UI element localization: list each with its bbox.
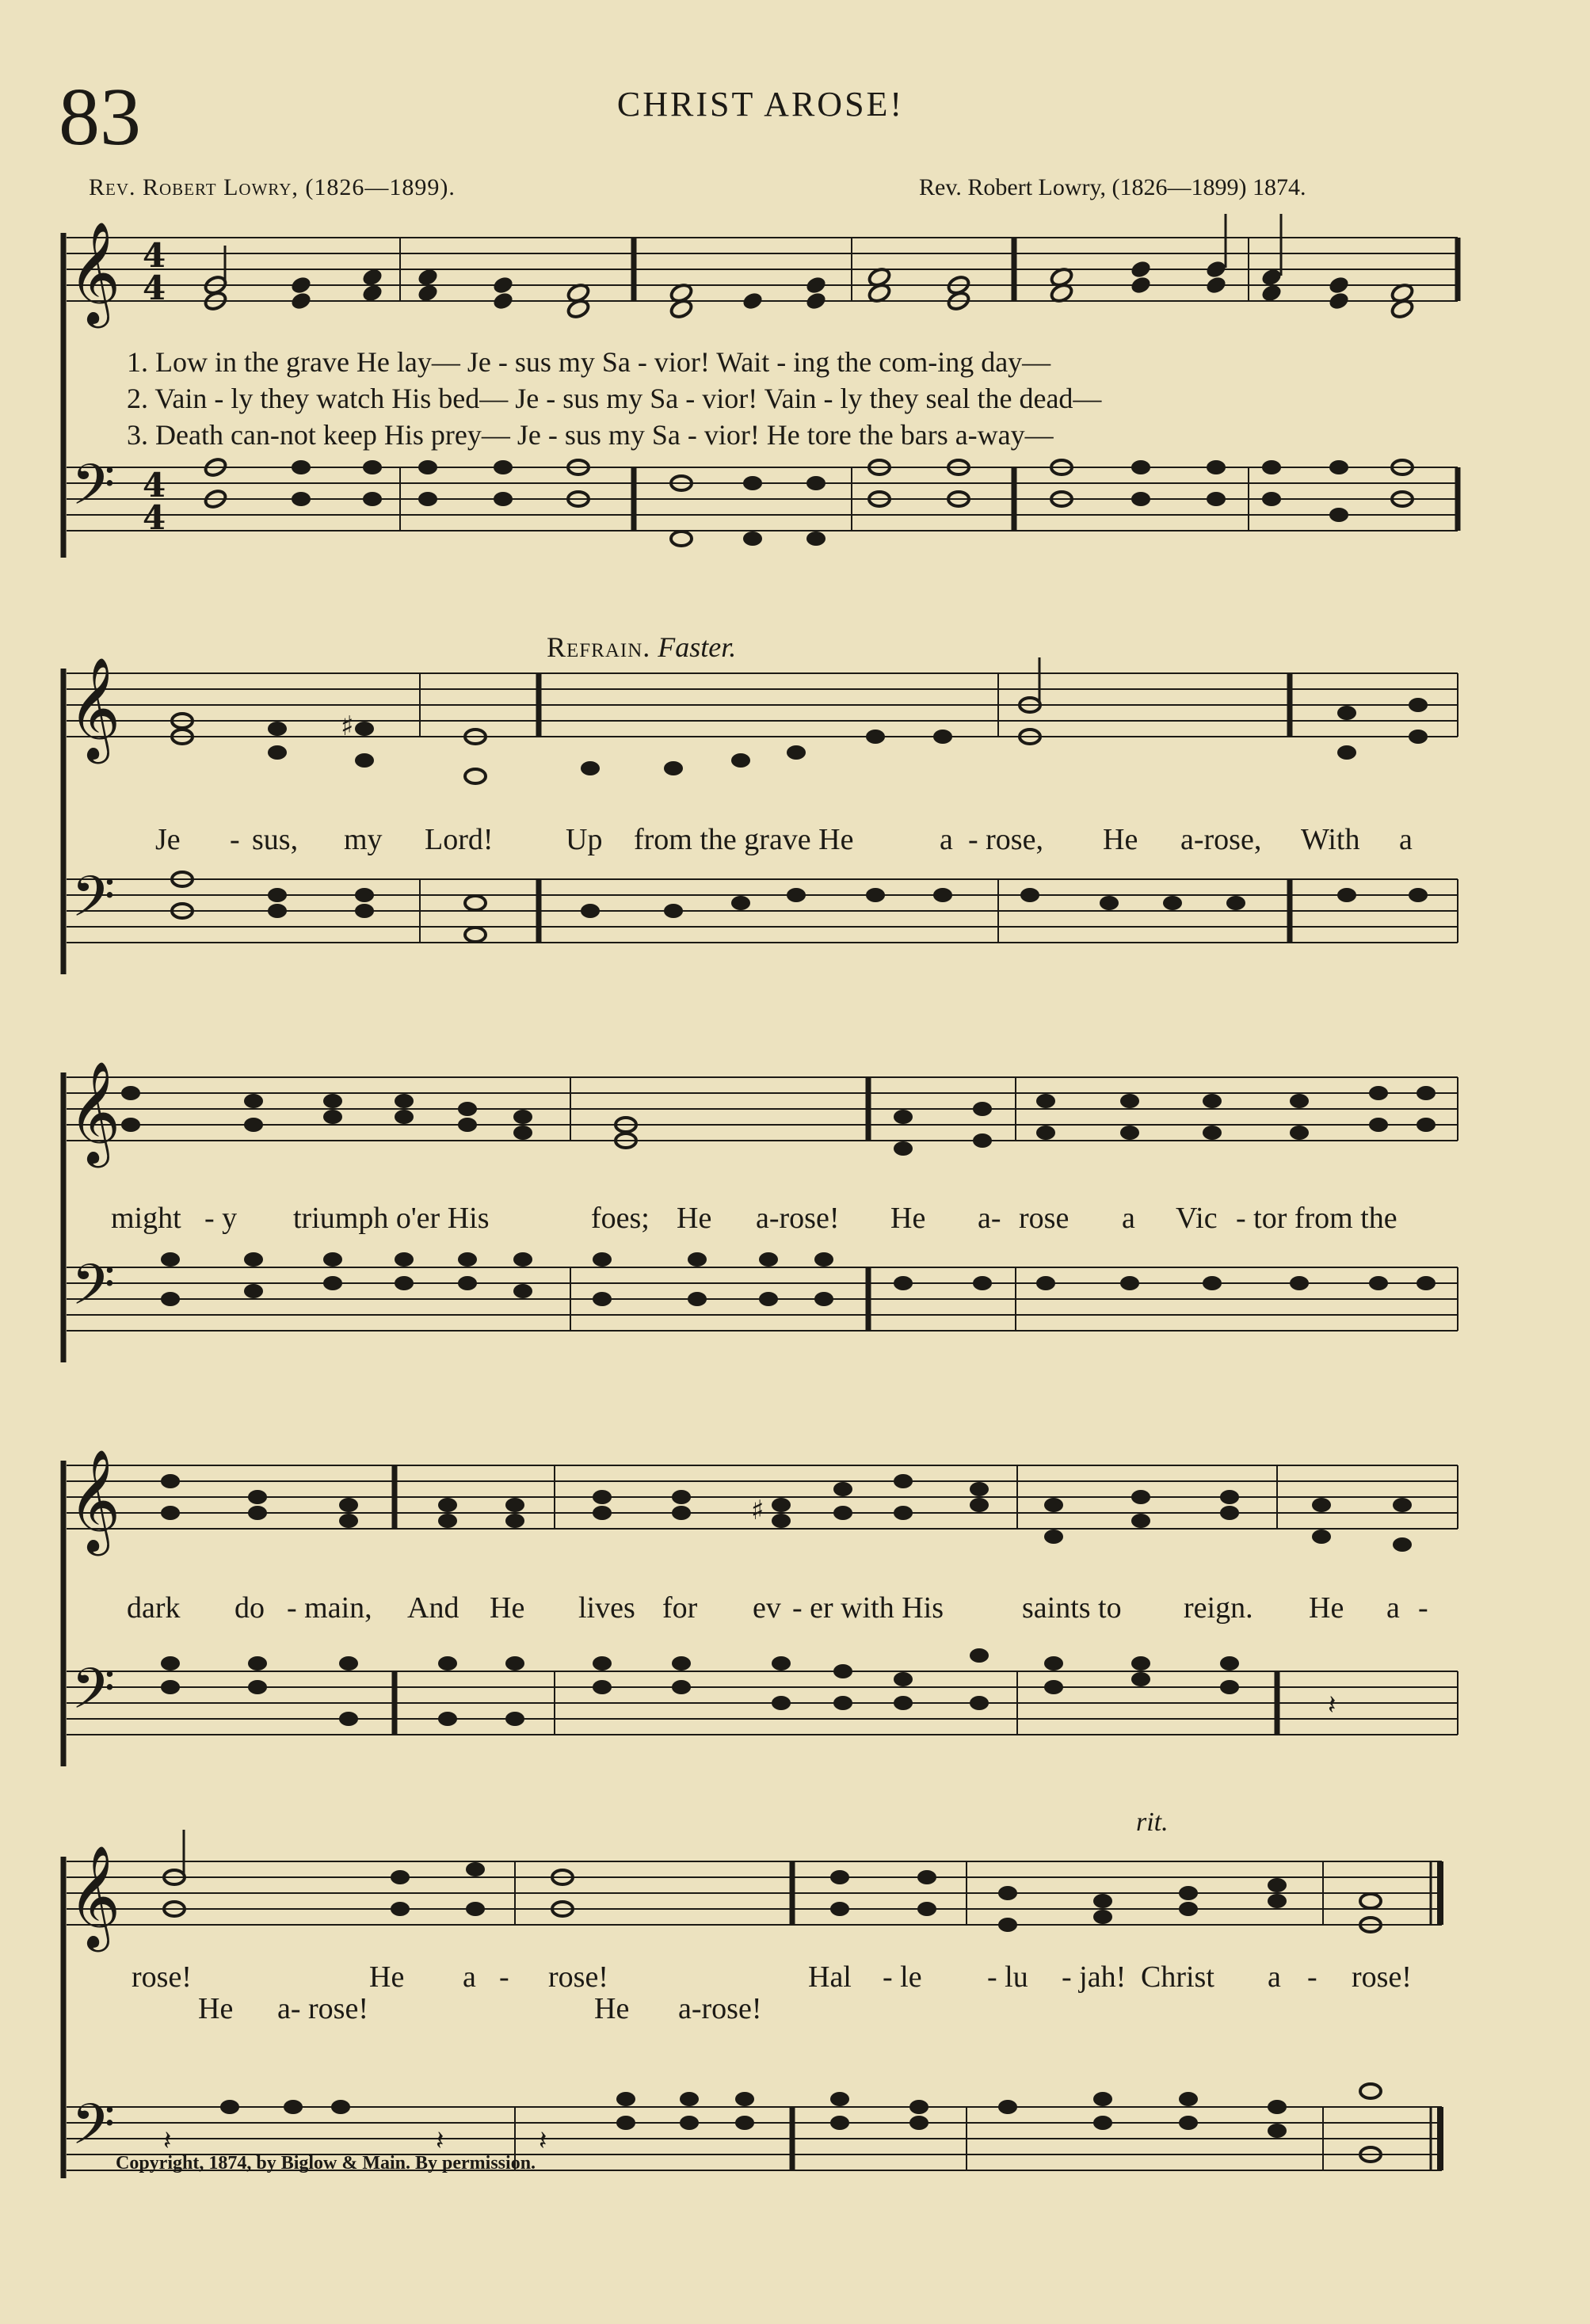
treble-staff	[67, 1861, 1442, 1925]
lyric-syllable: Up	[566, 823, 603, 856]
svg-text:♯: ♯	[341, 711, 354, 742]
verse-1	[0, 345, 1590, 377]
lyric-syllable: -	[499, 1960, 509, 1994]
lyric-syllable: sus,	[252, 823, 299, 856]
lyric-syllable: - rose,	[968, 823, 1043, 856]
lyrics-system-2	[0, 822, 1590, 854]
rest-icon: 𝄽	[436, 2125, 444, 2157]
lyric-syllable: Lord!	[425, 823, 494, 856]
lyric-syllable: - main,	[287, 1591, 372, 1625]
copyright-notice: Copyright, 1874, by Biglow & Main. By permission.	[116, 2153, 536, 2174]
time-sig-lower: 4	[143, 269, 166, 307]
bass-notes	[203, 456, 1413, 546]
verse-1-line: 1. Low in the grave He lay— Je - sus my Sa - vior! Wait - ing the com-ing day—	[127, 346, 1051, 378]
lyric-syllable: - lu	[987, 1960, 1028, 1994]
time-sig-lower-bass: 4	[143, 498, 166, 537]
lyric-syllable: reign.	[1184, 1591, 1253, 1625]
lyric-syllable: -	[1418, 1591, 1428, 1625]
lyrics-system-4	[0, 1591, 1590, 1625]
lyric-syllable: - tor from the	[1236, 1202, 1397, 1235]
treble-clef-icon: 𝄞	[68, 657, 121, 760]
verse-3-line: 3. Death can-not keep His prey— Je - sus my Sa - vior! He tore the bars a-way—	[127, 419, 1054, 451]
lyrics-system-5-alt	[0, 1991, 1590, 2023]
lyric-syllable: saints to	[1022, 1591, 1122, 1625]
lyric-syllable: rose!	[548, 1960, 608, 1994]
lyric-syllable: a	[463, 1960, 476, 1994]
bass-staff	[67, 1671, 1458, 1735]
lyric-syllable: a	[940, 823, 953, 856]
bass-notes	[172, 872, 1428, 942]
bass-clef-icon: 𝄢	[71, 2092, 116, 2171]
lyric-syllable: Hal	[808, 1960, 852, 1994]
verse-2-line: 2. Vain - ly they watch His bed— Je - sus my Sa - vior! Vain - ly they seal the dead—	[127, 383, 1102, 414]
verse-3	[0, 418, 1590, 450]
treble-clef-icon: 𝄞	[68, 1845, 121, 1948]
lyric-syllable: - jah!	[1062, 1960, 1127, 1994]
lyric-syllable: He	[369, 1960, 405, 1994]
lyric-syllable: a	[1399, 823, 1413, 856]
hymn-title: CHRIST AROSE!	[616, 85, 905, 124]
treble-notes	[203, 214, 1414, 320]
lyric-syllable: a	[1122, 1202, 1135, 1235]
treble-notes	[164, 1830, 1381, 1932]
lyric-syllable: rose!	[1352, 1960, 1412, 1994]
lyric-syllable: He	[677, 1202, 712, 1235]
lyric-syllable: a	[1386, 1591, 1400, 1625]
lyric-syllable: ev	[753, 1591, 781, 1625]
lyric-syllable: He	[490, 1591, 525, 1625]
lyric-syllable: He	[594, 1992, 630, 2025]
bass-notes	[161, 1252, 1436, 1306]
lyric-syllable: - le	[883, 1960, 922, 1994]
time-sig-upper: 4	[143, 236, 166, 275]
lyric-syllable: a-rose!	[756, 1202, 840, 1235]
music-credit: Rev. Robert Lowry, (1826—1899) 1874.	[919, 174, 1306, 200]
lyric-syllable: for	[662, 1591, 698, 1625]
treble-notes	[121, 1086, 1436, 1156]
lyric-syllable: - er with His	[792, 1591, 944, 1625]
rest-icon: 𝄽	[1328, 1690, 1336, 1721]
lyric-syllable: triumph o'er His	[293, 1202, 490, 1235]
bass-clef-icon: 𝄢	[71, 452, 116, 531]
bass-clef-icon: 𝄢	[71, 1656, 116, 1735]
lyric-syllable: rose	[1019, 1202, 1070, 1235]
lyric-syllable: do	[234, 1591, 265, 1625]
lyric-syllable: Je	[155, 823, 181, 856]
refrain-word: Refrain.	[547, 631, 651, 663]
svg-text:♯: ♯	[751, 1495, 764, 1526]
lyric-syllable: He	[1309, 1591, 1344, 1625]
lyric-syllable: a- rose!	[277, 1992, 368, 2025]
lyric-syllable: might	[111, 1202, 181, 1235]
lyric-syllable: Christ	[1141, 1960, 1214, 1994]
treble-clef-icon: 𝄞	[68, 1061, 121, 1164]
lyric-syllable: from the grave He	[634, 823, 854, 856]
lyric-syllable: -	[230, 823, 240, 856]
lyric-syllable: He	[1103, 823, 1138, 856]
bass-clef-icon: 𝄢	[71, 1252, 116, 1332]
ritardando-marking: rit.	[1136, 1808, 1169, 1837]
tempo-marking: Faster.	[658, 631, 737, 663]
lyric-syllable: dark	[127, 1591, 181, 1625]
lyric-syllable: lives	[578, 1591, 635, 1625]
lyric-syllable: - y	[204, 1202, 238, 1235]
lyric-syllable: a-rose,	[1180, 823, 1262, 856]
lyric-syllable: foes;	[591, 1202, 650, 1235]
lyric-syllable: my	[344, 823, 383, 856]
lyric-syllable: a	[1268, 1960, 1281, 1994]
words-credit: Rev. Robert Lowry, (1826—1899).	[89, 174, 456, 200]
verse-2	[0, 382, 1590, 413]
lyric-syllable: He	[890, 1202, 926, 1235]
lyric-syllable: a-	[978, 1202, 1001, 1235]
bass-clef-icon: 𝄢	[71, 864, 116, 943]
treble-staff	[67, 1077, 1458, 1141]
lyric-syllable: With	[1301, 823, 1360, 856]
treble-clef-icon: 𝄞	[68, 221, 121, 324]
lyric-syllable: He	[198, 1992, 234, 2025]
rest-icon: 𝄽	[163, 2125, 172, 2157]
hymn-number: 83	[59, 71, 141, 162]
time-sig-upper-bass: 4	[143, 466, 166, 505]
rest-icon: 𝄽	[539, 2125, 547, 2157]
treble-clef-icon: 𝄞	[68, 1449, 121, 1552]
lyric-syllable: Vic	[1176, 1202, 1218, 1235]
lyrics-system-5	[0, 1960, 1590, 1994]
lyric-syllable: And	[407, 1591, 459, 1625]
lyric-syllable: -	[1307, 1960, 1317, 1994]
lyrics-system-3	[0, 1201, 1590, 1235]
lyric-syllable: rose!	[132, 1960, 192, 1994]
lyric-syllable: a-rose!	[678, 1992, 762, 2025]
